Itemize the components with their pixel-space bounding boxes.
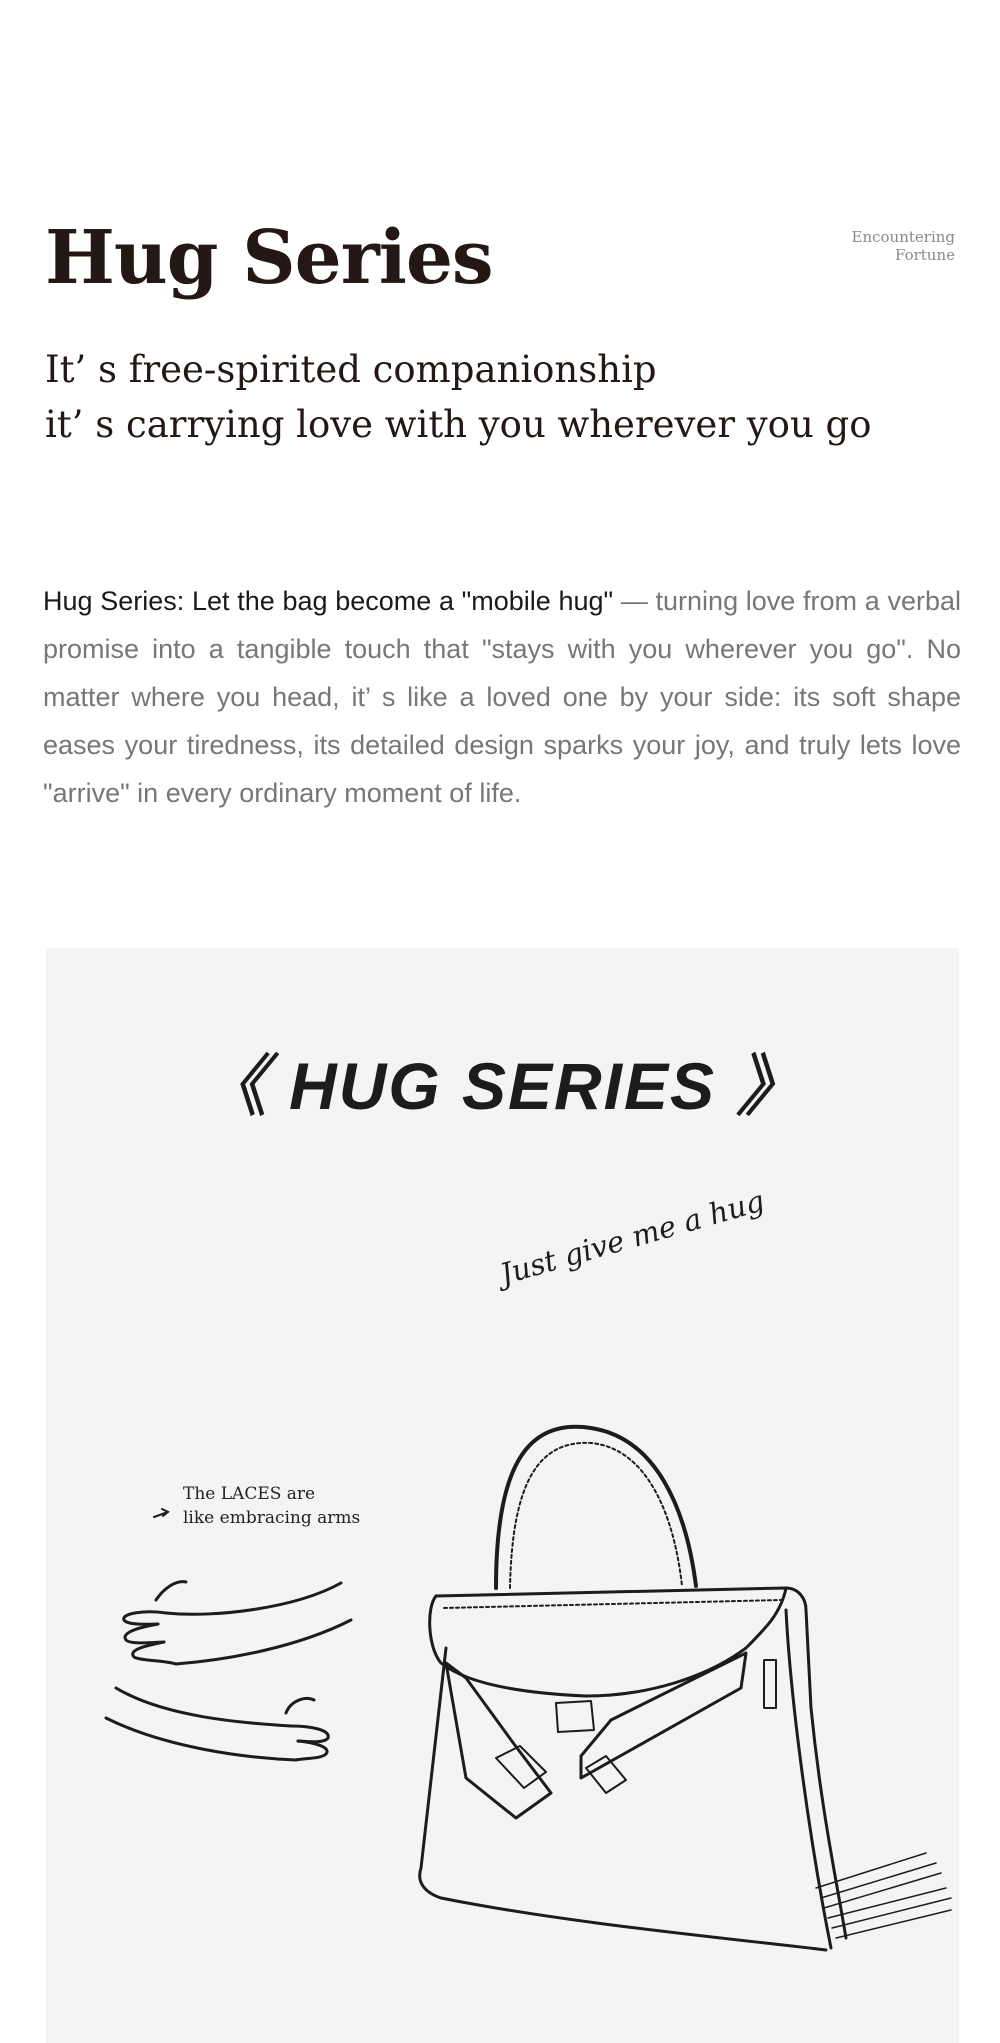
laces-note — [183, 1482, 360, 1530]
arrow-icon — [154, 1509, 168, 1517]
subtitle-line-2: it’ s carrying love with you wherever you go — [45, 403, 872, 446]
page-title: Hug Series — [45, 215, 493, 301]
handbag-icon — [420, 1427, 951, 1950]
hug-caption: Just give me a hug — [496, 1183, 769, 1292]
tagline: Encountering Fortune — [851, 228, 955, 264]
subtitle — [45, 342, 965, 452]
description-lead: Hug Series: Let the bag become a "mobile hug" — [43, 586, 614, 616]
laces-note-line-2: like embracing arms — [183, 1508, 361, 1528]
description-paragraph — [43, 577, 961, 817]
hugging-arms-icon — [106, 1582, 351, 1760]
description-rest: — turning love from a verbal promise into a tangible touch that "stays with you wherever you go". No matter where you head, it’ s like a loved one by your side: its soft shape eases your tiredness, its detailed design sparks your joy, and truly lets love "arrive" in every ordinary moment of life. — [43, 586, 961, 808]
product-illustration — [46, 948, 959, 2043]
subtitle-line-1: It’ s free-spirited companionship — [45, 348, 657, 391]
laces-note-line-1: The LACES are — [183, 1484, 316, 1504]
illustration-title: 《 HUG SERIES 》 — [200, 1049, 805, 1123]
